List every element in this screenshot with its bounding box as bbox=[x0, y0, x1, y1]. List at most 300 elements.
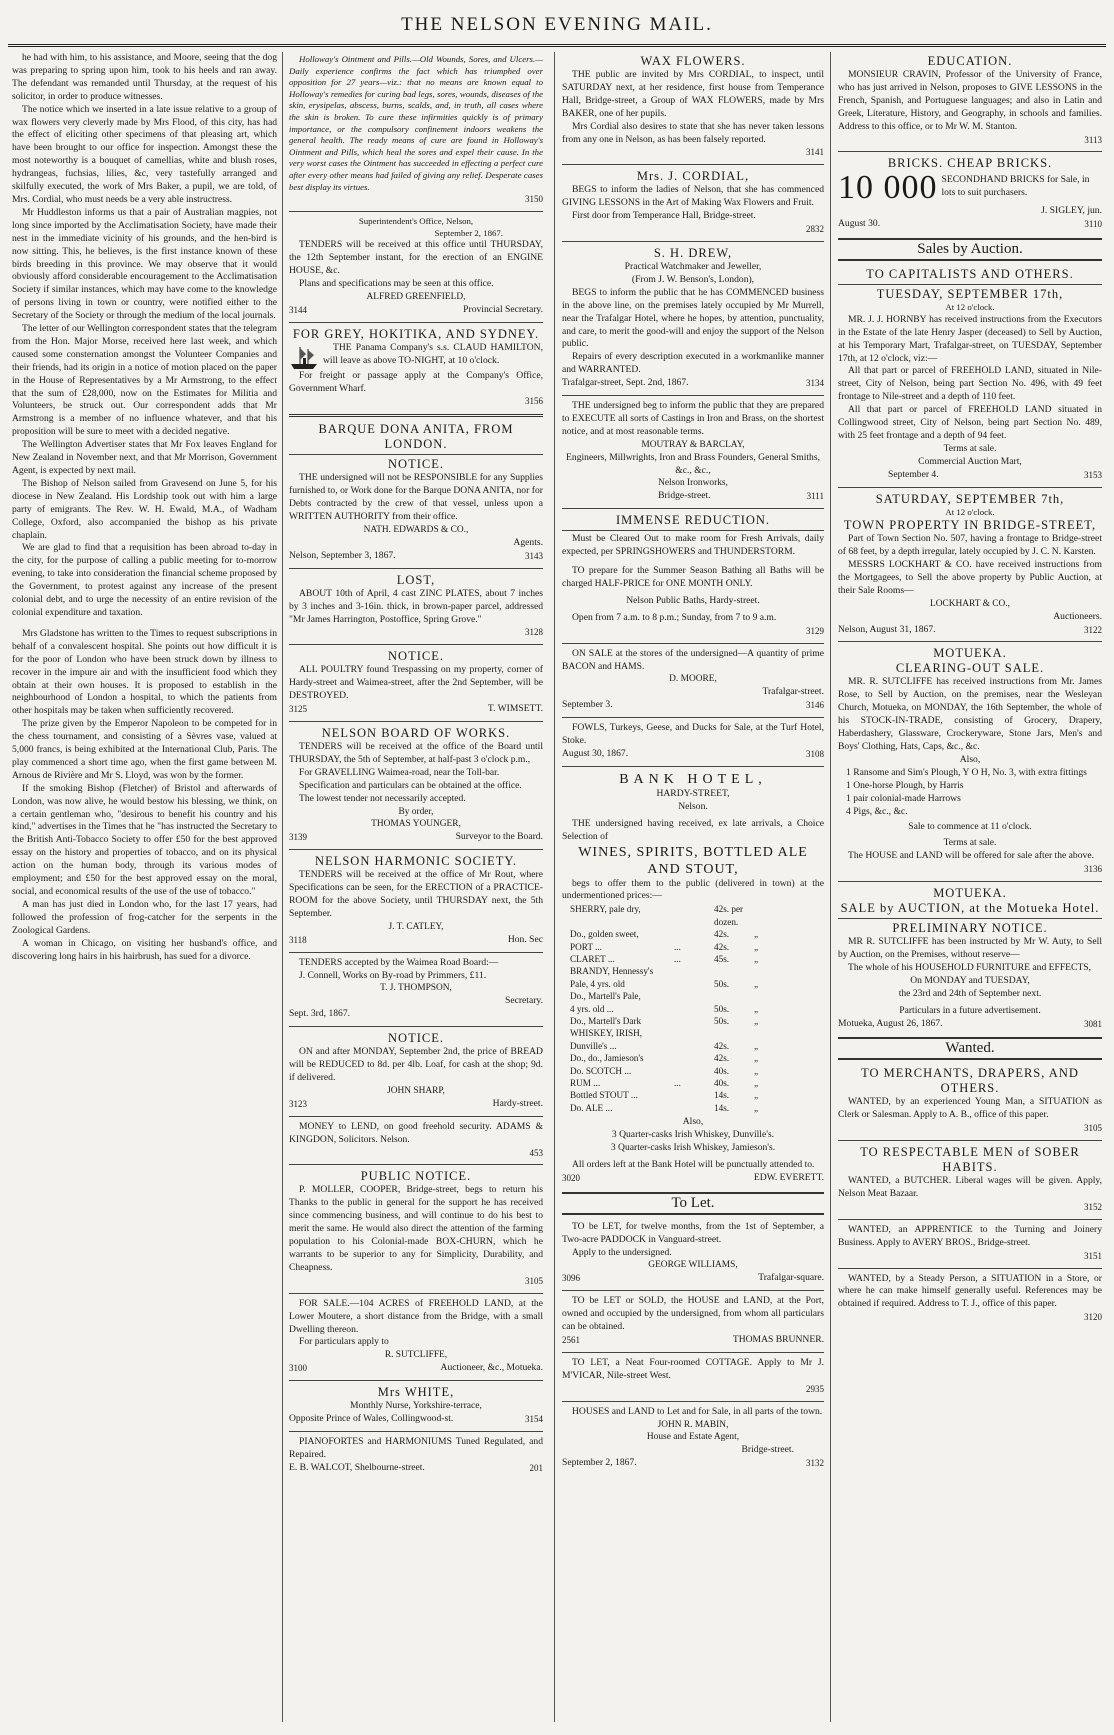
price-row bbox=[562, 978, 824, 990]
ad-body: Also, bbox=[682, 1116, 704, 1128]
news-paragraph: The Wellington Advertiser states that Mr Fox leaves England for New Zealand in November next, and that Mr Morrison, Government Agent, is expected by next mail. bbox=[12, 439, 277, 476]
price-cell: 50s. bbox=[714, 1003, 730, 1014]
list-item: 1 Ransome and Sim's Plough, Y O H, No. 3, with extra fittings bbox=[846, 766, 1087, 778]
ad-body: THE undersigned having received, ex late arrivals, a Choice Selection of bbox=[562, 817, 824, 842]
ad-town-property bbox=[838, 490, 1102, 640]
ad-body: TENDERS will be received at this office until THURSDAY, the 12th September instant, for the erection of an ENGINE HOUSE, &c. bbox=[289, 239, 543, 277]
price-cell: „ bbox=[754, 1090, 759, 1101]
ad-number: 3146 bbox=[806, 700, 824, 711]
ad-body: WANTED, an APPRENTICE to the Turning and Joinery Business. Apply to AVERY BROS., Bridge-street. bbox=[838, 1223, 1102, 1248]
ad-number: 3105 bbox=[525, 1275, 543, 1286]
price-cell: 14s. bbox=[714, 1090, 730, 1101]
ad-cottage bbox=[562, 1355, 824, 1399]
ad-body: Plans and specifications may be seen at this office. bbox=[299, 277, 494, 289]
price-list bbox=[562, 903, 824, 1114]
ad-body: Also, bbox=[959, 753, 981, 765]
ad-subheading: (From J. W. Benson's, London), bbox=[631, 273, 755, 285]
ad-body: For particulars apply to bbox=[299, 1336, 389, 1348]
ad-heading: TOWN PROPERTY IN BRIDGE-STREET, bbox=[843, 518, 1097, 533]
column-rule bbox=[830, 52, 831, 1722]
ad-body: Nelson Public Baths, Hardy-street. bbox=[626, 594, 760, 606]
price-cell: 42s. bbox=[714, 1053, 730, 1064]
price-cell: Do., do., Jamieson's bbox=[570, 1053, 644, 1064]
price-row bbox=[562, 1065, 824, 1077]
ad-body: the 23rd and 24th of September next. bbox=[898, 987, 1042, 999]
ad-big-number: 10 000 bbox=[838, 169, 938, 207]
ad-body: ON and after MONDAY, September 2nd, the price of BREAD will be REDUCED to 8d. per 4lb. Loaf, for cash at the shop; 9d. if delivered. bbox=[289, 1046, 543, 1083]
price-cell: 45s. bbox=[714, 953, 730, 964]
ad-pianofortes bbox=[289, 1434, 543, 1478]
ad-signature: Nelson Ironworks, bbox=[658, 478, 728, 489]
price-row bbox=[562, 1027, 824, 1039]
ad-number: 3143 bbox=[525, 550, 543, 561]
ad-heading: SALE by AUCTION, at the Motueka Hotel. bbox=[840, 901, 1100, 916]
price-cell: 50s. bbox=[714, 1015, 730, 1026]
section-header: Sales by Auction. bbox=[838, 238, 1102, 261]
ad-body: Apply to the undersigned. bbox=[572, 1246, 672, 1258]
ad-body: THE undersigned will not be RESPONSIBLE for any Supplies furnished to, or Work done for the Barque DONA ANITA, nor for Debts contracted by the crew of that vessel, unless upon a WRITTEN AUTHORITY from their office. bbox=[289, 472, 543, 523]
ad-signature: Commercial Auction Mart, bbox=[918, 455, 1022, 467]
ad-harmonic-society bbox=[289, 852, 543, 949]
news-paragraph: Mr Huddleston informs us that a pair of Australian magpies, not long since imported by the Acclimatisation Society, have made their nest in the immediate vicinity of his grounds, and the hen-bird is now sitting. This, he believes, is the first instance known of these birds breeding in this province. We may observe that it would obviously afford considerable encouragement to the Acclimatisation Society if similar instances, which may have come to the knowledge of persons living in town or country, were notified either to the Secretary of the Society or through the medium of the local journals. bbox=[12, 206, 277, 322]
ad-heading: PRELIMINARY NOTICE. bbox=[892, 921, 1048, 936]
ad-body: TO be LET, for twelve months, from the 1st of September, a Two-acre PADDOCK in Vanguard-street. bbox=[562, 1220, 824, 1245]
price-cell: 42s. per dozen. bbox=[714, 904, 744, 927]
ad-signature: Trafalgar-street. bbox=[762, 686, 824, 698]
ad-steady-person bbox=[838, 1271, 1102, 1328]
column-ads-3 bbox=[562, 52, 824, 1730]
ad-board-of-works bbox=[289, 724, 543, 847]
price-cell bbox=[674, 1065, 714, 1077]
ad-body: Open from 7 a.m. to 8 p.m.; Sunday, from 7 to 9 a.m. bbox=[572, 611, 777, 623]
price-cell: SHERRY, pale dry, bbox=[570, 904, 641, 915]
ad-body: SECONDHAND BRICKS for Sale, in lots to suit purchasers. bbox=[941, 174, 1090, 199]
ad-heading: NOTICE. bbox=[388, 649, 444, 664]
price-row bbox=[562, 953, 824, 965]
section-header: To Let. bbox=[562, 1192, 824, 1215]
ad-moutray-barclay bbox=[562, 398, 824, 506]
price-cell: „ bbox=[754, 941, 759, 952]
ad-body: Terms at sale. bbox=[943, 442, 997, 454]
ad-heading: TO MERCHANTS, DRAPERS, AND OTHERS. bbox=[861, 1066, 1079, 1096]
ad-signature: Secretary. bbox=[505, 995, 543, 1007]
ad-signature: Surveyor to the Board. bbox=[455, 831, 543, 843]
price-cell: „ bbox=[754, 929, 759, 940]
ad-signature: R. SUTCLIFFE, bbox=[384, 1350, 448, 1361]
ad-signature: Bridge-street. bbox=[741, 1444, 794, 1456]
price-cell: WHISKEY, IRISH, bbox=[570, 1028, 643, 1039]
ad-number: 3128 bbox=[525, 627, 543, 638]
news-paragraph: The letter of our Wellington correspondent states that the telegram from the Hon. Major Morse, received here last week, and which caused some consternation amongst the Volunteer Companies and their friends, had its origin in a notice of motion placed on the paper in the House of Representatives by a Mr Armstrong, to the effect that the sum of £28,000, now on the Estimates for Militia and Volunteers, be struck out. Our correspondent adds that Mr Armstrong is a member of no influence whatever, and that his proposition will be sure to meet with a decided negative. bbox=[12, 323, 277, 438]
price-cell: „ bbox=[754, 978, 759, 989]
news-paragraph: If the smoking Bishop (Fletcher) of Bristol and afterwards of London, was now alive, he would bestow his blessing, we think, on a certain gentleman who, "desirous to benefit his country and his kind," advertises in the Times that he "has instructed the Secretary to the British Anti-Tobacco Society to offer £50 for the best approved essay on the history and properties of tobacco, and on its physical action on the human body, through its various modes of employment; and £50 for the best approved essay on the moral, social, and economical results of the use of the use of tobacco." bbox=[12, 782, 277, 897]
ad-number: 3150 bbox=[525, 194, 543, 205]
ad-date: Nelson, August 31, 1867. bbox=[838, 623, 936, 635]
ad-body: All that part or parcel of FREEHOLD LAND, situated in Nile-street, City of Nelson, being part Section No. 496, with 49 feet frontage to Nile-street and a depth of 110 feet. bbox=[838, 365, 1102, 403]
ad-land-for-sale bbox=[289, 1296, 543, 1378]
ad-header: Superintendent's Office, Nelson, bbox=[358, 216, 474, 227]
price-row bbox=[562, 990, 824, 1002]
ad-heading: TO CAPITALISTS AND OTHERS. bbox=[866, 267, 1074, 282]
ad-number: 3136 bbox=[1084, 864, 1102, 875]
ad-mrs-white bbox=[289, 1383, 543, 1429]
ad-body: The whole of his HOUSEHOLD FURNITURE and EFFECTS, bbox=[848, 961, 1092, 973]
ad-body: Specification and particulars can be obtained at the office. bbox=[299, 779, 522, 791]
price-row bbox=[562, 1015, 824, 1027]
price-row bbox=[562, 965, 824, 977]
price-cell bbox=[674, 965, 714, 977]
ad-signature: Agents. bbox=[513, 536, 543, 548]
ad-date: August 30, 1867. bbox=[562, 747, 629, 759]
ad-number: 3118 bbox=[289, 934, 307, 945]
price-cell bbox=[674, 1027, 714, 1039]
ad-signature: Hardy-street. bbox=[492, 1097, 543, 1109]
ad-date: September 2, 1867. bbox=[562, 1457, 637, 1469]
ad-body: For freight or passage apply at the Company's Office, Government Wharf. bbox=[289, 369, 543, 394]
ad-heading: S. H. DREW, bbox=[653, 245, 733, 260]
price-cell bbox=[674, 1052, 714, 1064]
price-cell bbox=[674, 1003, 714, 1015]
ad-heading: TO RESPECTABLE MEN of SOBER HABITS. bbox=[860, 1145, 1080, 1175]
price-cell: Do. SCOTCH ... bbox=[570, 1065, 632, 1076]
ad-number: 3020 bbox=[562, 1172, 580, 1183]
ad-body: The HOUSE and LAND will be offered for sale after the above. bbox=[848, 850, 1094, 862]
ad-date: Trafalgar-street, Sept. 2nd, 1867. bbox=[562, 377, 689, 389]
price-row bbox=[562, 1003, 824, 1015]
ad-signature: D. MOORE, bbox=[669, 674, 717, 685]
ad-heading: WAX FLOWERS. bbox=[640, 54, 746, 68]
price-cell bbox=[674, 1015, 714, 1027]
ad-public-notice bbox=[289, 1167, 543, 1290]
ad-body: THE Panama Company's s.s. CLAUD HAMILTON, will leave as above TO-NIGHT, at 10 o'clock. bbox=[323, 341, 543, 366]
ad-signature: Trafalgar-square. bbox=[758, 1272, 824, 1284]
ad-signature: By order, bbox=[398, 806, 434, 817]
price-cell: „ bbox=[754, 1102, 759, 1113]
ad-lost bbox=[289, 571, 543, 643]
ad-body: MR R. SUTCLIFFE has been instructed by Mr W. Auty, to Sell by Auction, on the Premises, without reserve— bbox=[838, 936, 1102, 960]
ad-heading: NOTICE. bbox=[388, 1031, 444, 1046]
ad-body: Mrs Cordial also desires to state that she has never taken lessons from any one in Nelson, as has been falsely reported. bbox=[562, 120, 824, 145]
ad-education bbox=[838, 52, 1102, 149]
ad-heading: BANK HOTEL, bbox=[619, 771, 767, 787]
price-row bbox=[562, 1077, 824, 1089]
news-paragraph: A woman in Chicago, on visiting her husband's office, and discovering long hairs in his hairbrush, has sued for a divorce. bbox=[12, 937, 277, 962]
ad-date: September 2, 1867. bbox=[434, 227, 503, 238]
ad-body: Holloway's Ointment and Pills.—Old Wounds, Sores, and Ulcers.—Daily experience confirms the fact which has triumphed over opposition for 27 years—viz.: that no means are known equal to Holloway's remedies for curing bad legs, sores, wounds, diseases of the skin, erysipelas, abscess, burns, scalds, and, in truth, all cases where the skin is broken. To cure these infirmities quickly is of primary importance, or the compulsory confinement indoors weakens the general health. The ready means of cure are found in Holloway's Ointment and Pills, which heal the sores and expel their cause. In the very worst cases the Ointment has succeeded in effecting a perfect cure after every other means had failed of giving any relief. Desperate cases best display its virtues. bbox=[289, 54, 543, 192]
price-cell: ... bbox=[674, 953, 681, 964]
ad-dona-anita bbox=[289, 420, 543, 565]
ad-number: 3108 bbox=[806, 748, 824, 759]
price-row bbox=[562, 903, 824, 928]
ad-date: Motueka, August 26, 1867. bbox=[838, 1017, 943, 1029]
ad-heading: CLEARING-OUT SALE. bbox=[895, 661, 1045, 676]
price-cell: „ bbox=[754, 1003, 759, 1014]
price-row bbox=[562, 1052, 824, 1064]
price-cell: CLARET ... bbox=[570, 953, 615, 964]
price-cell: 40s. bbox=[714, 1065, 730, 1076]
price-cell: RUM ... bbox=[570, 1078, 601, 1088]
column-rule bbox=[282, 52, 283, 1722]
ad-number: 453 bbox=[529, 1147, 543, 1158]
ad-signature: NATH. EDWARDS & CO., bbox=[363, 525, 469, 535]
ad-heading: BRICKS. CHEAP BRICKS. bbox=[887, 156, 1053, 171]
ad-fowls bbox=[562, 720, 824, 764]
price-cell: Do., golden sweet, bbox=[570, 929, 639, 940]
ad-signature: Engineers, Millwrights, Iron and Brass Founders, General Smiths, &c., &c., bbox=[566, 451, 820, 476]
ad-number: 3110 bbox=[1084, 219, 1102, 230]
ad-body: P. MOLLER, COOPER, Bridge-street, begs to return his Thanks to the public in general for the support he has received since commencing business, and will continue to do his best to merit the same. He would also direct the attention of the farming population to his Colonial-made BOX-CHURN, which he warrants to be superior to any for Simplicity, Durability, and Cheapness. bbox=[289, 1184, 543, 1273]
ad-number: 3105 bbox=[1084, 1123, 1102, 1134]
ad-body: begs to offer them to the public (delivered in town) at the undermentioned prices:— bbox=[562, 877, 824, 902]
ad-clearing-out bbox=[838, 644, 1102, 879]
price-row bbox=[562, 1102, 824, 1114]
ad-number: 3154 bbox=[525, 1414, 543, 1425]
ad-money-to-lend bbox=[289, 1119, 543, 1163]
list-item: 4 Pigs, &c., &c. bbox=[846, 805, 908, 817]
price-row bbox=[562, 1089, 824, 1101]
ad-body: MONEY to LEND, on good freehold security. ADAMS & KINGDON, Solicitors. Nelson. bbox=[289, 1120, 543, 1145]
ad-bank-hotel bbox=[562, 769, 824, 1188]
ad-subheading: NOTICE. bbox=[388, 457, 444, 472]
ad-bacon-hams bbox=[562, 646, 824, 716]
ad-heading: BARQUE DONA ANITA, FROM LONDON. bbox=[318, 422, 514, 452]
ad-body: The lowest tender not necessarily accepted. bbox=[299, 792, 466, 804]
ad-signature: T. J. THOMPSON, bbox=[380, 983, 452, 994]
ad-heading: MOTUEKA. bbox=[933, 886, 1007, 901]
ad-signature: House and Estate Agent, bbox=[646, 1432, 740, 1443]
ad-body: 3 Quarter-casks Irish Whiskey, Jamieson's. bbox=[610, 1142, 776, 1154]
price-cell bbox=[754, 965, 774, 977]
ad-signature: JOHN R. MABIN, bbox=[657, 1419, 729, 1430]
ad-paddock bbox=[562, 1219, 824, 1289]
ad-date-heading: TUESDAY, SEPTEMBER 17th, bbox=[876, 287, 1064, 302]
ad-number: 3111 bbox=[806, 491, 824, 502]
ad-signature: LOCKHART & CO., bbox=[930, 598, 1010, 609]
price-cell: 4 yrs. old ... bbox=[570, 1003, 614, 1014]
ad-body: Monthly Nurse, Yorkshire-terrace, bbox=[350, 1400, 482, 1412]
ad-body: TO prepare for the Summer Season Bathing all Baths will be charged HALF-PRICE for ONE MONTH ONLY. bbox=[562, 565, 824, 589]
price-cell: Do., Martell's Dark bbox=[570, 1015, 642, 1026]
section-header: Wanted. bbox=[838, 1037, 1102, 1060]
list-item: 1 pair colonial-made Harrows bbox=[846, 792, 961, 804]
ad-number: 3156 bbox=[525, 396, 543, 407]
ad-body: All orders left at the Bank Hotel will be punctually attended to. bbox=[572, 1158, 815, 1170]
ad-signature: MOUTRAY & BARCLAY, bbox=[641, 439, 745, 450]
news-paragraph: The notice which we inserted in a late issue relative to a group of wax flowers very cleverly made by Mrs Flood, of this city, has had the effect of eliciting other specimens of that pleasing art, which have been brought to our office for inspection. Amongst these the most noteworthy is a bouquet of camellias, white and blush roses, hydrangeas, fuchsias, lilies, &c, very tastefully arranged and skilfully executed, the work of Mrs Baker, a pupil, we are told, of Mrs. Cordial, who must needs be a very able instructress. bbox=[12, 103, 277, 205]
ad-body: WANTED, by a Steady Person, a SITUATION in a Store, or where he can make himself generally useful. References may be obtained if required. Address to T. J., office of this paper. bbox=[838, 1272, 1102, 1310]
ad-signature: Hon. Sec bbox=[507, 933, 543, 945]
ad-holloway bbox=[289, 52, 543, 209]
news-paragraph: The Bishop of Nelson sailed from Gravesend on June 5, for his diocese in New Zealand. His Lordship took out with him a large party of emigrants. The Rev. W. H. Ewald, M.A., of Wadham College, Oxford, also accompanied the bishop as his private chaplain. bbox=[12, 477, 277, 541]
ad-number: 3123 bbox=[289, 1098, 307, 1109]
price-cell: „ bbox=[754, 1053, 759, 1064]
ad-body: ON SALE at the stores of the undersigned—A quantity of prime BACON and HAMS. bbox=[562, 647, 824, 672]
column-rule bbox=[554, 52, 555, 1722]
ad-waimea-road bbox=[289, 955, 543, 1025]
ad-number: 3113 bbox=[1084, 134, 1102, 145]
price-cell: 42s. bbox=[714, 1040, 730, 1051]
price-cell: „ bbox=[754, 1078, 759, 1088]
ad-body: MONSIEUR CRAVIN, Professor of the University of France, who has just arrived in Nelson, proposes to GIVE LESSONS in the French, Spanish, and Portuguese languages; and also in Latin and Greek, Literature, History, and Geography, in schools and families. Address to this office, or to Mr W. M. Stanton. bbox=[838, 69, 1102, 132]
ad-date-heading: SATURDAY, SEPTEMBER 7th, bbox=[875, 491, 1065, 506]
masthead-rule bbox=[8, 44, 1106, 47]
ad-number: 3141 bbox=[806, 147, 824, 158]
ad-signature: T. WIMSETT. bbox=[487, 703, 543, 715]
ad-body: MR. J. J. HORNBY has received instructions from the Executors in the Estate of the late Henry Jasper (deceased) to Sell by Auction, at his Temporary Mart, Trafalgar-street, on TUESDAY, September 17th, at 12 o'clock, viz:— bbox=[838, 313, 1102, 364]
price-cell bbox=[674, 990, 714, 1002]
price-cell bbox=[674, 978, 714, 990]
price-cell bbox=[714, 990, 754, 1002]
price-cell bbox=[754, 1027, 774, 1039]
ad-butcher bbox=[838, 1143, 1102, 1217]
ad-body: BEGS to inform the ladies of Nelson, that she has commenced GIVING LESSONS in the Art of Making Wax Flowers and Fruit. bbox=[562, 184, 824, 209]
ad-signature: Auctioneers. bbox=[1053, 610, 1102, 622]
ad-immense-reduction bbox=[562, 511, 824, 640]
price-cell bbox=[674, 903, 714, 928]
price-cell: Pale, 4 yrs. old bbox=[570, 978, 625, 989]
ad-grey-hokitika bbox=[289, 325, 543, 412]
ad-body: MR. R. SUTCLIFFE has received instructions from Mr. James Rose, to Sell by Auction, on the premises, near the Wesleyan Church, Motueka, on MONDAY, the 16th September, the whole of his STOCK-IN-TRADE, consisting of Grocery, Drapery, Haberdashery, Glassware, Crockeryware, Stone Jars, Men's and Boys' Clothing, Hats, Caps, &c., &c. bbox=[838, 676, 1102, 752]
price-cell bbox=[674, 1040, 714, 1052]
ad-signature: Provincial Secretary. bbox=[463, 303, 543, 315]
ad-body: ALL POULTRY found Trespassing on my property, corner of Hardy-street and Waimea-street, after the 2nd September, will be DESTROYED. bbox=[289, 664, 543, 702]
ad-body: HOUSES and LAND to Let and for Sale, in all parts of the town. bbox=[572, 1405, 823, 1417]
ad-number: 2935 bbox=[806, 1383, 824, 1394]
ad-heading: LOST, bbox=[396, 572, 436, 587]
ad-signature: J. T. CATLEY, bbox=[388, 921, 444, 932]
ad-signature: Bridge-street. bbox=[658, 490, 711, 502]
ad-body: TENDERS will be received at the office of the Board until THURSDAY, the 5th of September, at half-past 3 o'clock p.m., bbox=[289, 740, 543, 765]
news-paragraph: The prize given by the Emperor Napoleon to be competed for in the chess tournament, and consisting of a Sèvres vase, valued at 5,000 francs, is being exhibited at the International Club, Paris. The play commenced a short time ago, when the first game between M. Arnous de Rivière and Mr S. Lloyd, was won by the former. bbox=[12, 718, 277, 781]
ad-poultry-notice bbox=[289, 647, 543, 719]
ad-mrs-cordial bbox=[562, 167, 824, 239]
ad-body: TO LET, a Neat Four-roomed COTTAGE. Apply to Mr J. M'VICAR, Nile-street West. bbox=[562, 1356, 824, 1381]
ad-signature: EDW. EVERETT. bbox=[753, 1171, 824, 1183]
ad-capitalists bbox=[838, 265, 1102, 484]
ad-body: Terms at sale. bbox=[943, 837, 997, 849]
ad-signature: JOHN SHARP, bbox=[387, 1085, 445, 1096]
price-cell bbox=[714, 965, 754, 977]
ad-body: WANTED, by an experienced Young Man, a SITUATION as Clerk or Salesman. Apply to A. B., office of this paper. bbox=[838, 1096, 1102, 1121]
price-cell bbox=[754, 903, 774, 928]
ad-body: Repairs of every description executed in a workmanlike manner and WARRANTED. bbox=[562, 351, 824, 376]
ad-body: First door from Temperance Hall, Bridge-street. bbox=[572, 210, 756, 222]
ad-heading: NELSON HARMONIC SOCIETY. bbox=[315, 854, 517, 869]
ad-body: Opposite Prince of Wales, Collingwood-st. bbox=[289, 1413, 454, 1425]
price-row bbox=[562, 928, 824, 940]
price-cell: Bottled STOUT ... bbox=[570, 1090, 638, 1101]
ad-signature: Auctioneer, &c., Motueka. bbox=[440, 1362, 543, 1374]
price-cell: BRANDY, Hennessy's bbox=[570, 966, 654, 977]
ad-body: Sale to commence at 11 o'clock. bbox=[908, 821, 1032, 833]
ad-body: THE undersigned beg to inform the public that they are prepared to EXECUTE all sorts of Castings in Iron and Brass, on the shortest notice, and at most reasonable terms. bbox=[562, 400, 824, 437]
ad-signature: THOMAS BRUNNER. bbox=[732, 1334, 824, 1345]
column-ads-2 bbox=[289, 52, 543, 1730]
ad-body: TENDERS will be received at the office of Mr Rout, where Specifications can be seen, for the ERECTION of a PRACTICE-ROOM for the above Society, until THURSDAY next, the 5th September. bbox=[289, 869, 543, 919]
ad-heading: FOR GREY, HOKITIKA, AND SYDNEY. bbox=[292, 326, 540, 341]
ad-heading: Mrs WHITE, bbox=[377, 1385, 455, 1400]
ad-signature: E. B. WALCOT, Shelbourne-street. bbox=[289, 1461, 425, 1473]
price-cell: Dunville's ... bbox=[570, 1040, 617, 1051]
ad-number: 3134 bbox=[806, 378, 824, 389]
ad-body: ABOUT 10th of April, 4 cast ZINC PLATES, about 7 inches by 3 inches and 3-16in. thick, in brown-paper parcel, addressed "Mr James Harrington, Postoffice, Spring Grove." bbox=[289, 587, 543, 625]
ad-signature: GEORGE WILLIAMS, bbox=[648, 1260, 738, 1271]
ad-body: TENDERS accepted by the Waimea Road Board:— bbox=[299, 956, 499, 968]
price-cell bbox=[674, 1089, 714, 1101]
ad-time: At 12 o'clock. bbox=[945, 506, 995, 517]
ad-number: 3129 bbox=[806, 625, 824, 636]
ad-date: August 30. bbox=[838, 218, 881, 230]
price-cell: „ bbox=[754, 953, 759, 964]
ad-body: MESSRS LOCKHART & CO. have received instructions from the Mortgagees, to Sell the above property by Public Auction, at their Sale Rooms— bbox=[838, 559, 1102, 596]
price-cell bbox=[714, 1027, 754, 1039]
ad-number: 2561 bbox=[562, 1335, 580, 1345]
ad-number: 3096 bbox=[562, 1273, 580, 1284]
price-row bbox=[562, 1040, 824, 1052]
ad-number: 3151 bbox=[1084, 1250, 1102, 1261]
ad-body: For GRAVELLING Waimea-road, near the Toll-bar. bbox=[299, 766, 500, 778]
ad-date: September 3. bbox=[562, 699, 613, 711]
ad-heading: EDUCATION. bbox=[927, 54, 1013, 68]
price-cell: 42s. bbox=[714, 941, 730, 952]
news-paragraph: he had with him, to his assistance, and Moore, seeing that the dog was preparing to spring upon him, took to his heels and ran away. The defendant was remanded until Thursday, at the request of his solicitor, in order to produce witnesses. bbox=[12, 52, 277, 102]
price-cell bbox=[674, 928, 714, 940]
ad-body: FOR SALE.—104 ACRES of FREEHOLD LAND, at the Lower Moutere, a short distance from the Bridge, with a small Dwelling thereon. bbox=[289, 1297, 543, 1335]
ad-number: 3139 bbox=[289, 832, 307, 843]
price-cell: „ bbox=[754, 1065, 759, 1076]
price-cell: 14s. bbox=[714, 1102, 730, 1113]
ad-number: 3120 bbox=[1084, 1312, 1102, 1323]
ad-signature: ALFRED GREENFIELD, bbox=[366, 291, 466, 302]
ad-body: Must be Cleared Out to make room for Fresh Arrivals, daily expected, per SPRINGSHOWERS and THUNDERSTORM. bbox=[562, 533, 824, 558]
price-row bbox=[562, 941, 824, 953]
ad-body: Particulars in a future advertisement. bbox=[899, 1004, 1041, 1016]
ad-motueka-hotel bbox=[838, 884, 1102, 1033]
ad-time: At 12 o'clock. bbox=[945, 302, 995, 313]
ad-body: J. Connell, Works on By-road by Primmers, £11. bbox=[299, 969, 487, 981]
ad-body: Part of Town Section No. 507, having a frontage to Bridge-street of 68 feet, by a depth irregular, lately occupied by J. C. N. Karsten. bbox=[838, 533, 1102, 558]
price-cell: 42s. bbox=[714, 929, 730, 940]
ad-number: 201 bbox=[529, 1462, 543, 1473]
news-paragraph: A man has just died in London who, for the last 17 years, had followed the profession of frog-catcher for the serpents in the Zoological Gardens. bbox=[12, 898, 277, 936]
ad-number: 3153 bbox=[1084, 469, 1102, 480]
ad-number: 3144 bbox=[289, 304, 307, 315]
ad-body: 3 Quarter-casks Irish Whiskey, Dunville's. bbox=[611, 1129, 775, 1141]
ad-body: THE public are invited by Mrs CORDIAL, to inspect, until SATURDAY next, at her residence, first house from Temperance Hall, Bridge-street, a Group of WAX FLOWERS, made by Mrs BAKER, one of her pupils. bbox=[562, 69, 824, 119]
ad-bread-notice bbox=[289, 1029, 543, 1114]
ad-number: 3081 bbox=[1084, 1018, 1102, 1029]
column-news bbox=[12, 52, 277, 1730]
ad-body: On MONDAY and TUESDAY, bbox=[910, 974, 1030, 986]
ad-date: September 4. bbox=[888, 468, 939, 480]
ad-subheading: Practical Watchmaker and Jeweller, bbox=[624, 260, 762, 272]
price-cell: 50s. bbox=[714, 978, 730, 989]
price-cell: „ bbox=[754, 1015, 759, 1026]
ad-heading: Mrs. J. CORDIAL, bbox=[636, 169, 750, 184]
ad-signature: THOMAS YOUNGER, bbox=[371, 819, 461, 830]
ad-drew-watchmaker bbox=[562, 244, 824, 393]
ad-merchants bbox=[838, 1064, 1102, 1138]
masthead: THE NELSON EVENING MAIL. bbox=[401, 14, 713, 35]
price-cell: 40s. bbox=[714, 1078, 730, 1088]
ad-number: 2832 bbox=[806, 224, 824, 235]
ad-number: 3100 bbox=[289, 1363, 307, 1374]
list-item: 1 One-horse Plough, by Harris bbox=[846, 779, 964, 791]
price-cell: ... bbox=[674, 941, 681, 952]
ad-subheading: Nelson. bbox=[678, 800, 708, 812]
price-cell: ... bbox=[674, 1078, 681, 1088]
news-paragraph: Mrs Gladstone has written to the Times to request subscriptions in behalf of a convalescent hospital. She points out how difficult it is for the poor of London who have been struck down by illness to recover in the impure air and with the insufficient food which they obtain at their own houses. It is proposed to establish in the neighbourhood of London a hospital, to which the patients from other hospitals may be taken when sufficiently recovered. bbox=[12, 627, 277, 717]
